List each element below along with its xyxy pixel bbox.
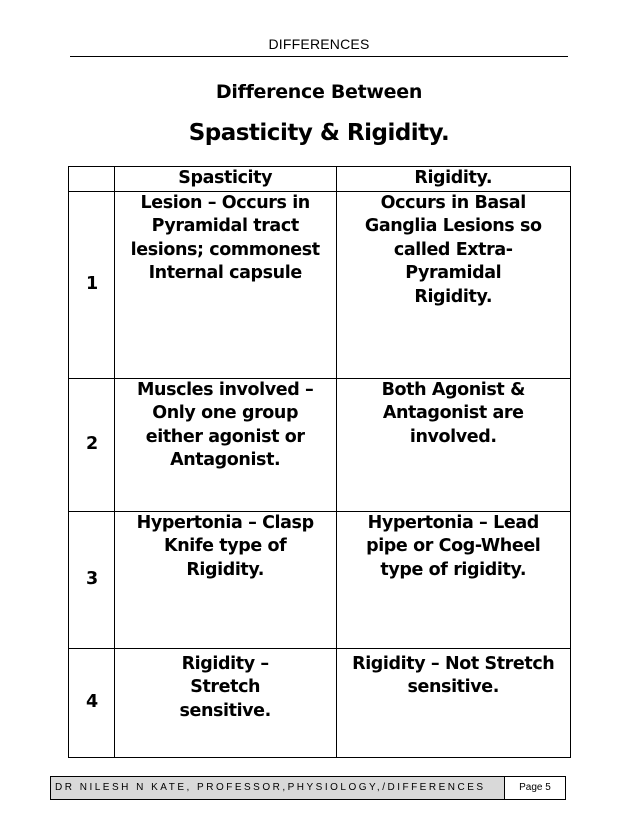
spasticity-text: Hypertonia – Clasp Knife type of Rigidity.: [136, 512, 314, 580]
spasticity-text: Rigidity – Stretch sensitive.: [179, 653, 271, 721]
footer-page-number: Page 5: [519, 782, 551, 793]
rigidity-cell: [336, 378, 571, 511]
spasticity-text: Lesion – Occurs in Pyramidal tract lesions; commonest Internal capsule: [130, 192, 320, 283]
table-header-row: [69, 167, 571, 192]
rigidity-text: Occurs in Basal Ganglia Lesions so called Extra-Pyramidal Rigidity.: [364, 192, 542, 307]
spasticity-text: Muscles involved – Only one group either agonist or Antagonist.: [137, 379, 314, 470]
row-number: 2: [69, 378, 115, 511]
rigidity-cell: [336, 511, 571, 648]
table-row: [69, 648, 571, 757]
table-row: [69, 191, 571, 378]
spasticity-cell: [114, 648, 336, 757]
header-spasticity: Spasticity: [114, 167, 336, 192]
row-number: 1: [69, 191, 115, 378]
document-title: Difference Between: [215, 81, 423, 103]
comparison-table: [68, 166, 571, 758]
page-header: DIFFERENCES: [268, 36, 370, 52]
header-rigidity: Rigidity.: [336, 167, 571, 192]
rigidity-text: Hypertonia – Lead pipe or Cog-Wheel type of rigidity.: [366, 512, 541, 580]
document-subtitle: Spasticity & Rigidity.: [188, 120, 450, 146]
spasticity-cell: [114, 191, 336, 378]
page-footer: [50, 776, 566, 800]
spasticity-cell: [114, 378, 336, 511]
rigidity-text: Rigidity – Not Stretch sensitive.: [352, 653, 555, 697]
table-row: [69, 511, 571, 648]
footer-author: DR NILESH N KATE, PROFESSOR,PHYSIOLOGY,/DIFFERENCES: [51, 777, 505, 799]
rigidity-cell: [336, 191, 571, 378]
rigidity-cell: [336, 648, 571, 757]
spasticity-cell: [114, 511, 336, 648]
table-row: [69, 378, 571, 511]
row-number: 3: [69, 511, 115, 648]
header-number-cell: [69, 167, 115, 192]
row-number: 4: [69, 648, 115, 757]
header-rule: [70, 56, 568, 57]
rigidity-text: Both Agonist & Antagonist are involved.: [381, 379, 525, 447]
